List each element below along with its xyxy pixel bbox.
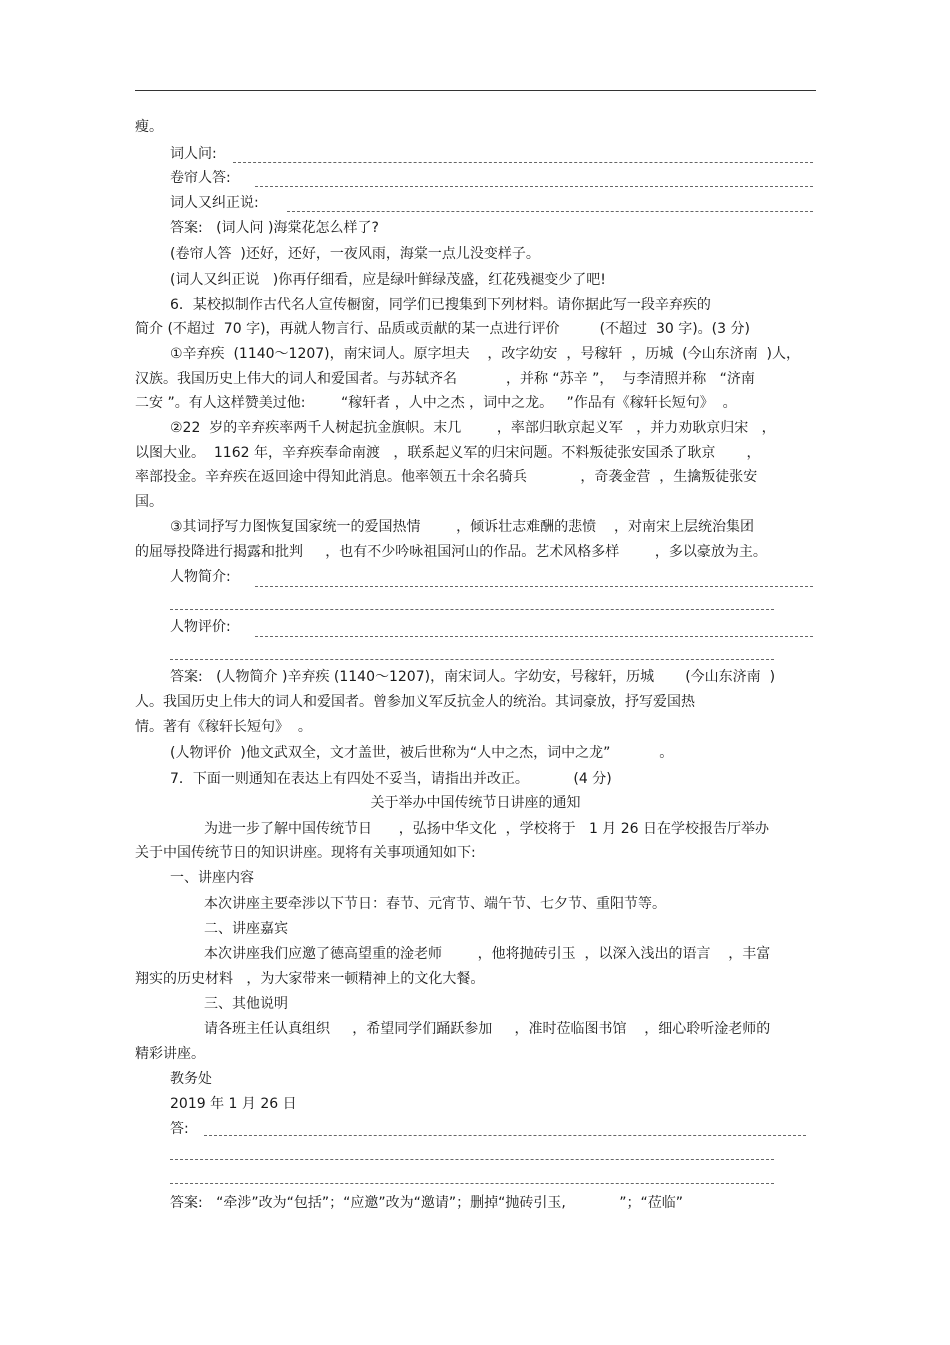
question-7: 7．下面一则通知在表达上有四处不妥当，请指出并改正。 (4 分) [170,771,612,787]
material-text: 汉族。我国历史上伟大的词人和爱国者。与苏轼齐名 ，并称 “苏辛 ”， 与李清照并称 “济南 [135,371,755,387]
notice-text: 关于中国传统节日的知识讲座。现将有关事项通知如下: [135,845,476,861]
answer-blank[interactable] [170,1159,774,1160]
answer-blank[interactable] [204,1135,806,1136]
notice-text: 精彩讲座。 [135,1046,205,1062]
prompt-label-ci-ren-wen: 词人问: [170,146,217,162]
answer-blank[interactable] [233,162,813,163]
prompt-label-profile: 人物简介: [170,569,231,585]
material-text: 的屈辱投降进行揭露和批判 ，也有不少吟咏祖国河山的作品。艺术风格多样 ，多以豪放为主。 [135,544,767,560]
prompt-label-evaluation: 人物评价: [170,619,231,635]
answer-text: 人。我国历史上伟大的词人和爱国者。曾参加义军反抗金人的统治。其词豪放，抒写爱国热 [135,694,695,710]
answer-text: 答案: (人物简介 )辛弃疾 (1140～1207)，南宋词人。字幼安，号稼轩，历城 (今山东济南 ) [170,669,776,685]
header-rule [135,90,816,91]
question-text: 简介 (不超过 70 字)，再就人物言行、品质或贡献的某一点进行评价 (不超过 30 字)。(3 分) [135,321,750,337]
question-6: 6．某校拟制作古代名人宣传橱窗，同学们已搜集到下列材料。请你据此写一段辛弃疾的 [170,297,711,313]
answer-blank[interactable] [255,636,813,637]
prompt-label-jiu-zheng: 词人又纠正说: [170,195,259,211]
notice-heading: 一、讲座内容 [170,870,254,886]
answer-text: (词人又纠正说 )你再仔细看，应是绿叶鲜绿茂盛，红花残褪变少了吧! [170,272,606,288]
notice-heading: 二、讲座嘉宾 [204,921,288,937]
material-text: 国。 [135,494,163,510]
prompt-label-answer: 答: [170,1121,189,1137]
material-text: 率部投金。辛弃疾在返回途中得知此消息。他率领五十余名骑兵 ，奇袭金营 ，生擒叛徒张安 [135,469,758,485]
answer-blank[interactable] [287,211,813,212]
answer-text: (卷帘人答 )还好，还好，一夜风雨，海棠一点儿没变样子。 [170,246,540,262]
notice-text: 本次讲座主要牵涉以下节日：春节、元宵节、端午节、七夕节、重阳节等。 [204,896,666,912]
notice-text: 翔实的历史材料 ，为大家带来一顿精神上的文化大餐。 [135,971,485,987]
material-text: ②22 岁的辛弃疾率两千人树起抗金旗帜。末几 ，率部归耿京起义军 ，并力劝耿京归宋 ， [170,420,776,436]
material-text: 二安 ”。有人这样赞美过他: “稼轩者 ，人中之杰 ，词中之龙。 ”作品有《稼轩长短句》 。 [135,395,737,411]
notice-text: 本次讲座我们应邀了德高望重的淦老师 ，他将抛砖引玉 ，以深入浅出的语言 ，丰富 [204,946,771,962]
material-text: ①辛弃疾 (1140～1207)，南宋词人。原字坦夫 ，改字幼安 ，号稼轩 ，历城 (今山东济南 )人， [170,346,800,362]
prompt-label-juan-lian-ren-da: 卷帘人答: [170,170,231,186]
material-text: ③其词抒写力图恢复国家统一的爱国热情 ，倾诉壮志难酬的悲愤 ，对南宋上层统治集团 [170,519,754,535]
notice-heading: 三、其他说明 [204,996,288,1012]
material-text: 以图大业。 1162 年，辛弃疾奉命南渡 ，联系起义军的归宋问题。不料叛徒张安国杀了耿京 ， [135,445,761,461]
answer-text: 情。著有《稼轩长短句》 。 [135,719,312,735]
answer-blank[interactable] [170,609,774,610]
answer-blank[interactable] [255,586,813,587]
notice-text: 请各班主任认真组织 ，希望同学们踊跃参加 ，准时莅临图书馆 ，细心聆听淦老师的 [204,1021,771,1037]
notice-date: 2019 年 1 月 26 日 [170,1096,297,1112]
text-line: 瘦。 [135,119,163,135]
notice-signature: 教务处 [170,1071,212,1087]
answer-blank[interactable] [255,186,813,187]
notice-text: 为进一步了解中国传统节日 ，弘扬中华文化 ，学校将于 1 月 26 日在学校报告厅举办 [204,821,770,837]
answer-text: (人物评价 )他文武双全，文才盖世，被后世称为“人中之杰，词中之龙” 。 [170,745,674,761]
answer-text: 答案: (词人问 )海棠花怎么样了? [170,220,379,236]
notice-title: 关于举办中国传统节日讲座的通知 [370,795,581,811]
answer-blank[interactable] [170,1183,774,1184]
answer-text: 答案: “牵涉”改为“包括”；“应邀”改为“邀请”；删掉“抛砖引玉, ”；“莅临” [170,1195,683,1211]
answer-blank[interactable] [170,659,774,660]
